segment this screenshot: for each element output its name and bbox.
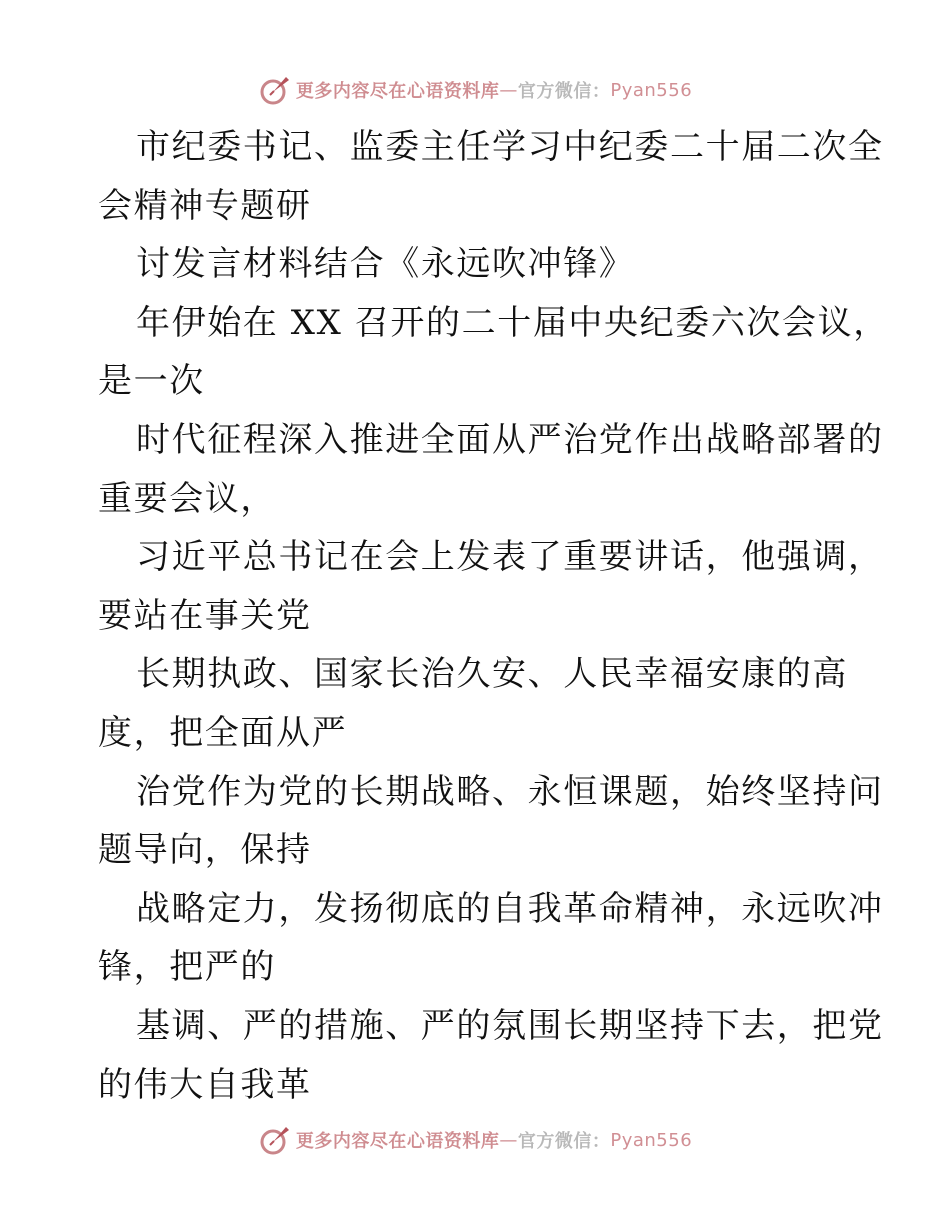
text-line: 治党作为党的长期战略、永恒课题，始终坚持问 [136, 771, 884, 812]
watermark-brand-text: 更多内容尽在心语资料库 [295, 81, 500, 102]
watermark-brand-text: 更多内容尽在心语资料库 [295, 1131, 500, 1152]
footer-watermark [0, 1120, 950, 1160]
text-line: 战略定力，发扬彻底的自我革命精神，永远吹冲 [136, 888, 884, 929]
header-watermark [0, 70, 950, 110]
watermark-dash: — [499, 1129, 518, 1151]
watermark-contact-id: Pyan556 [610, 79, 693, 101]
quill-circle-icon [258, 73, 292, 107]
text-line: 锋，把严的 [98, 947, 276, 988]
text-line: 题导向，保持 [98, 830, 312, 871]
watermark-contact-label: 官方微信： [517, 81, 611, 102]
text-line: 时代征程深入推进全面从严治党作出战略部署的 [136, 419, 884, 460]
text-line: 基调、严的措施、严的氛围长期坚持下去，把党 [136, 1005, 884, 1046]
text-line: 重要会议， [98, 478, 276, 519]
watermark-contact-id: Pyan556 [610, 1129, 693, 1151]
watermark-dash: — [499, 79, 518, 101]
text-line: 讨发言材料结合《永远吹冲锋》 [136, 244, 635, 285]
text-line: 是一次 [98, 361, 205, 402]
text-line: 市纪委书记、监委主任学习中纪委二十届二次全 [136, 127, 884, 167]
text-line: 长期执政、国家长治久安、人民幸福安康的高 [136, 654, 848, 695]
text-line: 年伊始在 XX 召开的二十届中央纪委六次会议， [136, 302, 889, 343]
text-line: 要站在事关党 [98, 595, 312, 636]
text-line: 习近平总书记在会上发表了重要讲话，他强调， [136, 537, 884, 578]
text-line: 度，把全面从严 [98, 712, 348, 753]
document-body [98, 118, 889, 1114]
text-line: 的伟大自我革 [98, 1064, 312, 1105]
quill-circle-icon [258, 1123, 292, 1157]
text-line: 会精神专题研 [98, 185, 312, 226]
watermark-contact-label: 官方微信： [517, 1131, 611, 1152]
